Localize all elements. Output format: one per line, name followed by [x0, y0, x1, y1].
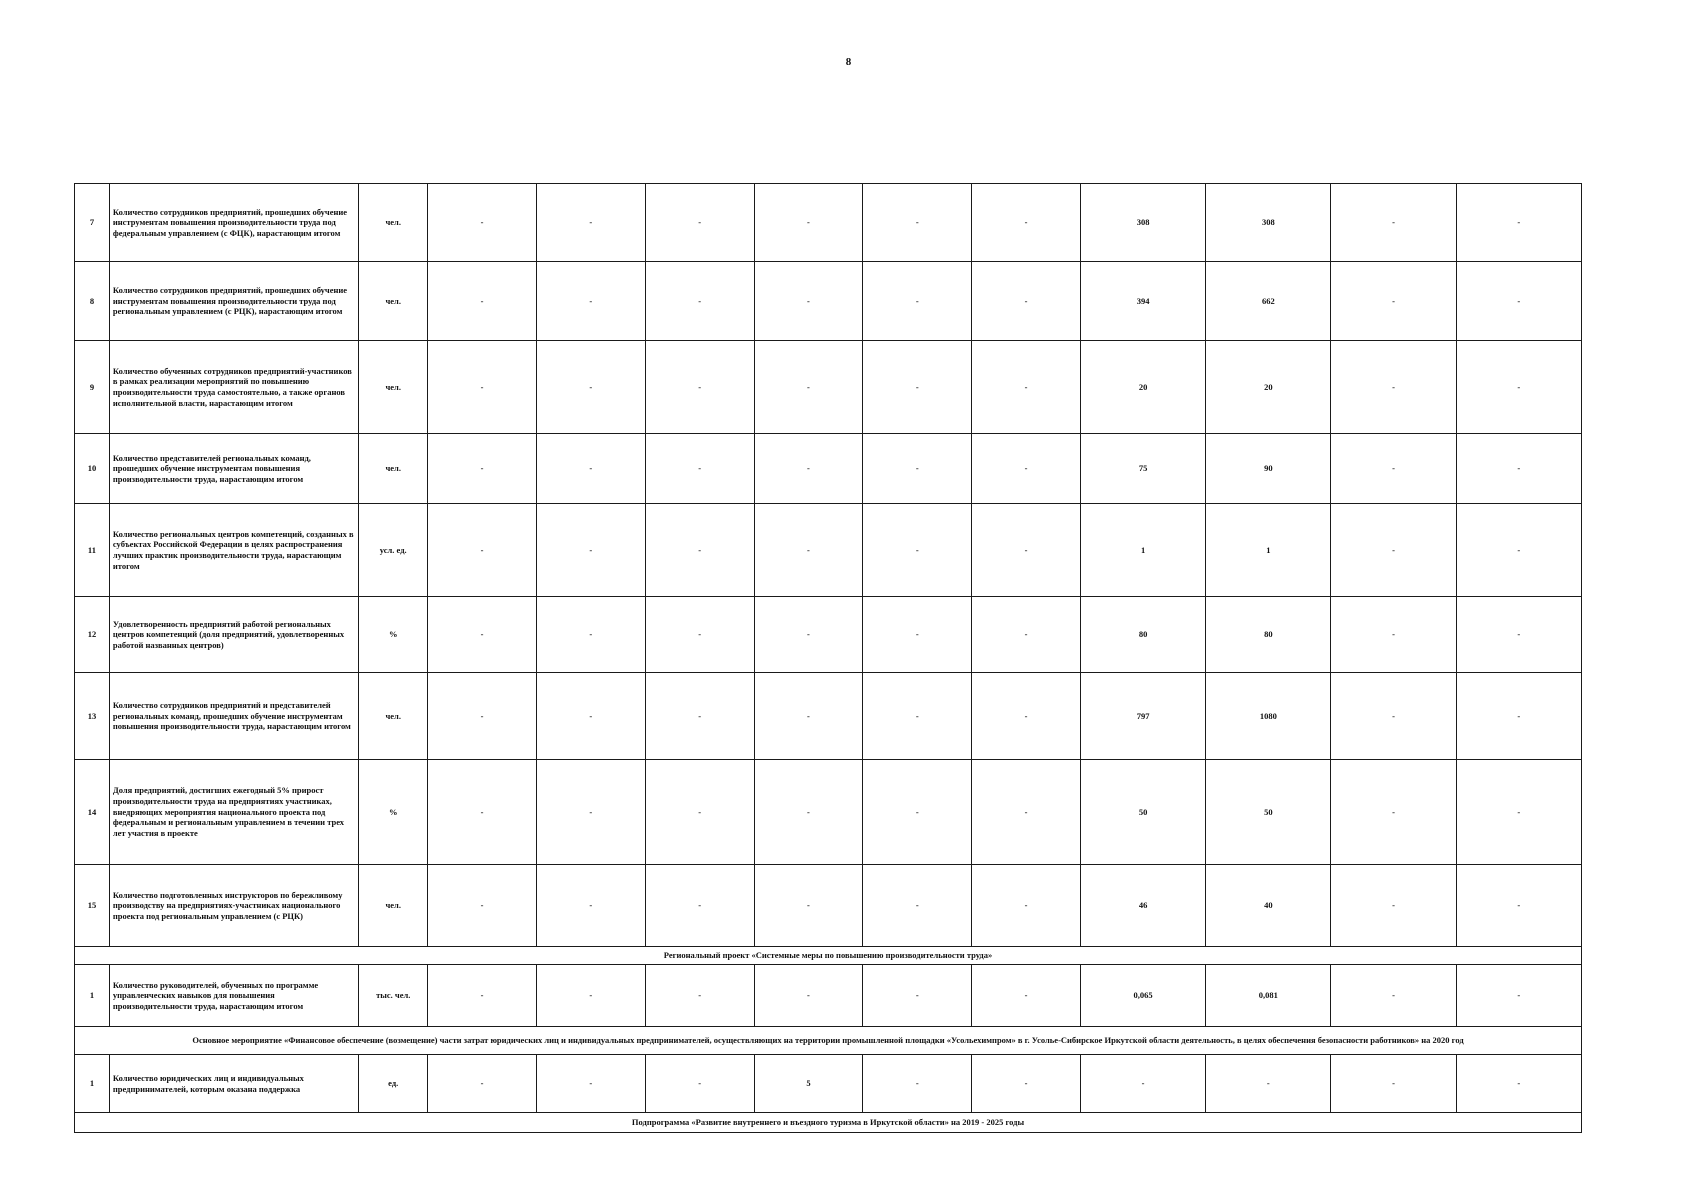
value-cell: 50	[1080, 760, 1205, 865]
value-cell: -	[754, 341, 863, 434]
value-cell: -	[536, 865, 645, 947]
row-number: 10	[75, 434, 110, 504]
value-cell: -	[863, 965, 972, 1027]
value-cell: -	[428, 673, 537, 760]
unit-of-measure: усл. ед.	[359, 504, 428, 597]
value-cell: -	[1331, 504, 1456, 597]
section-title: Подпрограмма «Развитие внутреннего и въездного туризма в Иркутской области» на 2019 - 2025 годы	[75, 1113, 1582, 1133]
table-row	[75, 965, 1582, 1027]
value-cell: -	[536, 434, 645, 504]
table-row	[75, 865, 1582, 947]
value-cell: -	[1456, 341, 1581, 434]
value-cell: -	[428, 262, 537, 341]
row-number: 14	[75, 760, 110, 865]
section-header-row	[75, 1113, 1582, 1133]
indicator-name: Количество подготовленных инструкторов по бережливому производству на предприятиях-участниках национального проекта под региональным управлением (с РЦК)	[109, 865, 358, 947]
value-cell: -	[754, 434, 863, 504]
value-cell: -	[428, 434, 537, 504]
value-cell: 20	[1206, 341, 1331, 434]
indicator-name: Количество сотрудников предприятий, прошедших обучение инструментам повышения производительности труда под федеральным управлением (с ФЦК), нарастающим итогом	[109, 184, 358, 262]
unit-of-measure: ед.	[359, 1055, 428, 1113]
value-cell: -	[1331, 341, 1456, 434]
value-cell: 80	[1206, 597, 1331, 673]
value-cell: -	[1456, 504, 1581, 597]
value-cell: -	[1331, 1055, 1456, 1113]
value-cell: -	[972, 865, 1081, 947]
value-cell: -	[1206, 1055, 1331, 1113]
value-cell: -	[863, 341, 972, 434]
value-cell: -	[1331, 597, 1456, 673]
value-cell: -	[754, 965, 863, 1027]
value-cell: 797	[1080, 673, 1205, 760]
value-cell: -	[1331, 262, 1456, 341]
value-cell: 308	[1206, 184, 1331, 262]
unit-of-measure: чел.	[359, 673, 428, 760]
indicator-name: Количество сотрудников предприятий, прошедших обучение инструментам повышения производительности труда под региональным управлением (с РЦК), нарастающим итогом	[109, 262, 358, 341]
value-cell: -	[536, 597, 645, 673]
value-cell: -	[972, 965, 1081, 1027]
value-cell: -	[536, 760, 645, 865]
value-cell: -	[972, 434, 1081, 504]
value-cell: -	[536, 262, 645, 341]
table-row	[75, 184, 1582, 262]
unit-of-measure: чел.	[359, 341, 428, 434]
value-cell: -	[972, 760, 1081, 865]
value-cell: 1080	[1206, 673, 1331, 760]
value-cell: 1	[1206, 504, 1331, 597]
value-cell: -	[645, 760, 754, 865]
section-title: Основное мероприятие «Финансовое обеспечение (возмещение) части затрат юридических лиц и индивидуальных предпринимателей, осуществляющих на территории промышленной площадки «Усольехимпром» в г. Усолье-Сибирское Иркутской области деятельность, в целях обеспечения безопасности работников» на 2020 год	[75, 1027, 1582, 1055]
value-cell: -	[754, 504, 863, 597]
value-cell: -	[863, 760, 972, 865]
value-cell: -	[1456, 673, 1581, 760]
value-cell: -	[428, 865, 537, 947]
value-cell: -	[863, 262, 972, 341]
value-cell: -	[972, 597, 1081, 673]
unit-of-measure: чел.	[359, 262, 428, 341]
row-number: 1	[75, 1055, 110, 1113]
value-cell: 75	[1080, 434, 1205, 504]
indicator-name: Удовлетворенность предприятий работой региональных центров компетенций (доля предприятий, удовлетворенных работой названных центров)	[109, 597, 358, 673]
value-cell: -	[1456, 865, 1581, 947]
unit-of-measure: чел.	[359, 184, 428, 262]
value-cell: -	[536, 1055, 645, 1113]
value-cell: -	[428, 1055, 537, 1113]
value-cell: -	[428, 760, 537, 865]
value-cell: -	[645, 262, 754, 341]
value-cell: -	[863, 673, 972, 760]
section-title: Региональный проект «Системные меры по повышению производительности труда»	[75, 947, 1582, 965]
row-number: 12	[75, 597, 110, 673]
value-cell: -	[645, 434, 754, 504]
section-header-row	[75, 1027, 1582, 1055]
table-row	[75, 597, 1582, 673]
value-cell: -	[863, 597, 972, 673]
value-cell: -	[863, 184, 972, 262]
row-number: 1	[75, 965, 110, 1027]
value-cell: -	[863, 865, 972, 947]
value-cell: -	[1456, 184, 1581, 262]
row-number: 11	[75, 504, 110, 597]
value-cell: -	[428, 965, 537, 1027]
value-cell: -	[1456, 434, 1581, 504]
row-number: 13	[75, 673, 110, 760]
value-cell: -	[972, 262, 1081, 341]
unit-of-measure: %	[359, 760, 428, 865]
value-cell: -	[645, 341, 754, 434]
value-cell: 0,081	[1206, 965, 1331, 1027]
value-cell: 90	[1206, 434, 1331, 504]
value-cell: -	[1456, 597, 1581, 673]
value-cell: 662	[1206, 262, 1331, 341]
value-cell: -	[536, 504, 645, 597]
indicator-name: Количество региональных центров компетенций, созданных в субъектах Российской Федерации в целях распространения лучших практик производительности труда, нарастающим итогом	[109, 504, 358, 597]
value-cell: -	[1331, 965, 1456, 1027]
indicator-name: Количество сотрудников предприятий и представителей региональных команд, прошедших обучение инструментам повышения производительности труда, нарастающим итогом	[109, 673, 358, 760]
table-row	[75, 341, 1582, 434]
value-cell: -	[645, 184, 754, 262]
table-row	[75, 760, 1582, 865]
value-cell: -	[645, 965, 754, 1027]
value-cell: -	[536, 184, 645, 262]
value-cell: -	[754, 597, 863, 673]
value-cell: 46	[1080, 865, 1205, 947]
unit-of-measure: %	[359, 597, 428, 673]
value-cell: -	[428, 504, 537, 597]
value-cell: 0,065	[1080, 965, 1205, 1027]
value-cell: -	[1331, 865, 1456, 947]
indicator-name: Количество юридических лиц и индивидуальных предпринимателей, которым оказана поддержка	[109, 1055, 358, 1113]
value-cell: -	[1456, 1055, 1581, 1113]
value-cell: -	[428, 184, 537, 262]
value-cell: -	[428, 597, 537, 673]
indicators-table	[74, 183, 1582, 1133]
unit-of-measure: тыс. чел.	[359, 965, 428, 1027]
value-cell: -	[1080, 1055, 1205, 1113]
row-number: 8	[75, 262, 110, 341]
indicator-name: Количество руководителей, обученных по программе управленческих навыков для повышения производительности труда, нарастающим итогом	[109, 965, 358, 1027]
table-row	[75, 1055, 1582, 1113]
value-cell: -	[536, 341, 645, 434]
value-cell: 40	[1206, 865, 1331, 947]
value-cell: -	[645, 597, 754, 673]
page-number: 8	[845, 56, 852, 68]
value-cell: -	[536, 673, 645, 760]
row-number: 15	[75, 865, 110, 947]
value-cell: -	[645, 504, 754, 597]
value-cell: -	[1456, 760, 1581, 865]
unit-of-measure: чел.	[359, 865, 428, 947]
section-header-row	[75, 947, 1582, 965]
value-cell: -	[754, 184, 863, 262]
indicator-name: Количество представителей региональных команд, прошедших обучение инструментам повышения производительности труда, нарастающим итогом	[109, 434, 358, 504]
value-cell: 1	[1080, 504, 1205, 597]
value-cell: 80	[1080, 597, 1205, 673]
value-cell: -	[536, 965, 645, 1027]
table-row	[75, 504, 1582, 597]
unit-of-measure: чел.	[359, 434, 428, 504]
value-cell: -	[1456, 262, 1581, 341]
value-cell: 394	[1080, 262, 1205, 341]
value-cell: -	[863, 434, 972, 504]
value-cell: -	[972, 341, 1081, 434]
table-body	[75, 184, 1582, 1133]
value-cell: -	[972, 673, 1081, 760]
value-cell: -	[863, 504, 972, 597]
value-cell: -	[645, 673, 754, 760]
row-number: 9	[75, 341, 110, 434]
value-cell: -	[645, 865, 754, 947]
value-cell: -	[972, 184, 1081, 262]
value-cell: -	[972, 504, 1081, 597]
value-cell: -	[972, 1055, 1081, 1113]
value-cell: -	[1331, 673, 1456, 760]
value-cell: -	[863, 1055, 972, 1113]
value-cell: 20	[1080, 341, 1205, 434]
value-cell: -	[1331, 760, 1456, 865]
value-cell: 50	[1206, 760, 1331, 865]
value-cell: -	[1331, 434, 1456, 504]
value-cell: -	[1456, 965, 1581, 1027]
value-cell: -	[645, 1055, 754, 1113]
value-cell: 5	[754, 1055, 863, 1113]
indicator-name: Количество обученных сотрудников предприятий-участников в рамках реализации мероприятий по повышению производительности труда самостоятельно, а также органов исполнительной власти, нарастающим итогом	[109, 341, 358, 434]
table-row	[75, 434, 1582, 504]
value-cell: 308	[1080, 184, 1205, 262]
value-cell: -	[754, 673, 863, 760]
value-cell: -	[754, 760, 863, 865]
value-cell: -	[754, 865, 863, 947]
table-row	[75, 673, 1582, 760]
value-cell: -	[428, 341, 537, 434]
table-row	[75, 262, 1582, 341]
value-cell: -	[1331, 184, 1456, 262]
value-cell: -	[754, 262, 863, 341]
row-number: 7	[75, 184, 110, 262]
indicator-name: Доля предприятий, достигших ежегодный 5% прирост производительности труда на предприятиях участниках, внедряющих мероприятия национального проекта под федеральным и региональным управлением в течении трех лет участия в проекте	[109, 760, 358, 865]
